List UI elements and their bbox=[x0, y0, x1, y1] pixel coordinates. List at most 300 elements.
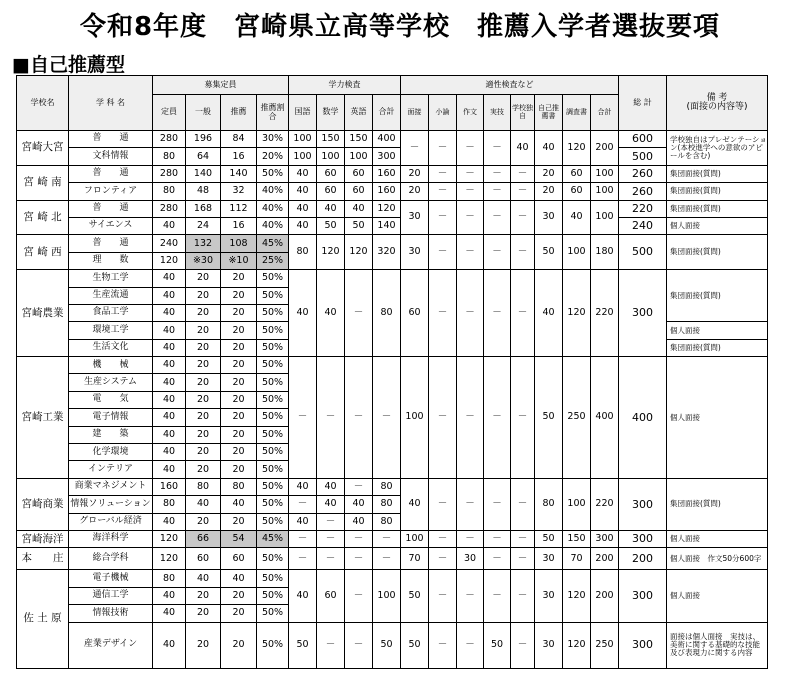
total-cell: 300 bbox=[619, 570, 667, 622]
recruit-cell: 45% bbox=[257, 530, 289, 547]
recruit-cell: 168 bbox=[186, 200, 221, 217]
academic-cell: － bbox=[345, 357, 373, 479]
dept-name: 生産流通 bbox=[69, 287, 153, 304]
recruit-cell: 50% bbox=[257, 322, 289, 339]
academic-cell: － bbox=[345, 478, 373, 495]
recruit-cell: 40 bbox=[153, 409, 186, 426]
table-row bbox=[17, 76, 768, 95]
recruit-cell: 40 bbox=[153, 622, 186, 668]
header-aptitude-col: 面接 bbox=[401, 95, 429, 131]
academic-cell: 40 bbox=[317, 478, 345, 495]
aptitude-cell: 30 bbox=[535, 200, 563, 235]
academic-cell: － bbox=[373, 548, 401, 570]
aptitude-cell: 40 bbox=[401, 478, 429, 530]
recruit-cell: 60 bbox=[221, 548, 257, 570]
recruit-cell: 20 bbox=[186, 587, 221, 604]
school-name: 本 庄 bbox=[17, 548, 69, 570]
table-row bbox=[17, 183, 768, 200]
aptitude-cell: 20 bbox=[401, 183, 429, 200]
header-recruit-col: 定員 bbox=[153, 95, 186, 131]
academic-cell: 160 bbox=[373, 165, 401, 182]
recruit-cell: 280 bbox=[153, 200, 186, 217]
school-name: 佐 土 原 bbox=[17, 570, 69, 668]
aptitude-cell: － bbox=[484, 131, 511, 166]
recruit-cell: 120 bbox=[153, 548, 186, 570]
aptitude-cell: － bbox=[401, 131, 429, 166]
section-title: ■自己推薦型 bbox=[12, 54, 125, 76]
recruit-cell: 40 bbox=[153, 357, 186, 374]
academic-cell: 400 bbox=[373, 131, 401, 148]
recruit-cell: 80 bbox=[221, 478, 257, 495]
recruit-cell: 40 bbox=[153, 374, 186, 391]
dept-name: 建 築 bbox=[69, 426, 153, 443]
header-remarks bbox=[667, 76, 768, 131]
academic-cell: 40 bbox=[289, 513, 317, 530]
recruit-cell: 40 bbox=[153, 322, 186, 339]
academic-cell: 40 bbox=[317, 496, 345, 513]
aptitude-cell: 200 bbox=[591, 548, 619, 570]
recruit-cell: 20 bbox=[186, 426, 221, 443]
dept-name: 生産システム bbox=[69, 374, 153, 391]
recruit-cell: ※30 bbox=[186, 252, 221, 269]
aptitude-cell: 220 bbox=[591, 478, 619, 530]
recruit-cell: 60 bbox=[186, 548, 221, 570]
recruit-cell: 40 bbox=[221, 496, 257, 513]
aptitude-cell: 30 bbox=[457, 548, 484, 570]
aptitude-cell: 60 bbox=[563, 165, 591, 182]
aptitude-cell: － bbox=[457, 357, 484, 479]
recruit-cell: 20 bbox=[221, 605, 257, 622]
school-name: 宮崎工業 bbox=[17, 357, 69, 479]
aptitude-cell: － bbox=[457, 622, 484, 668]
recruit-cell: 20 bbox=[221, 270, 257, 287]
recruit-cell: 50% bbox=[257, 391, 289, 408]
aptitude-cell: － bbox=[429, 235, 457, 270]
academic-cell: － bbox=[373, 357, 401, 479]
header-academic-col: 数学 bbox=[317, 95, 345, 131]
academic-cell: 100 bbox=[345, 148, 373, 165]
recruit-cell: 40 bbox=[153, 304, 186, 321]
aptitude-cell: 20 bbox=[401, 165, 429, 182]
recruit-cell: 24 bbox=[186, 217, 221, 234]
aptitude-cell: 30 bbox=[401, 200, 429, 235]
academic-cell: 60 bbox=[317, 570, 345, 622]
recruit-cell: 50% bbox=[257, 339, 289, 356]
aptitude-cell: 180 bbox=[591, 235, 619, 270]
aptitude-cell: 300 bbox=[591, 530, 619, 547]
aptitude-cell: － bbox=[457, 478, 484, 530]
header-dept: 学 科 名 bbox=[69, 76, 153, 131]
recruit-cell: 50% bbox=[257, 587, 289, 604]
academic-cell: － bbox=[289, 357, 317, 479]
academic-cell: － bbox=[289, 548, 317, 570]
recruit-cell: 40 bbox=[153, 270, 186, 287]
academic-cell: 80 bbox=[373, 513, 401, 530]
recruit-cell: 240 bbox=[153, 235, 186, 252]
academic-cell: 80 bbox=[289, 235, 317, 270]
recruit-cell: 20 bbox=[221, 513, 257, 530]
aptitude-cell: － bbox=[484, 235, 511, 270]
aptitude-cell: － bbox=[457, 165, 484, 182]
header-school: 学校名 bbox=[17, 76, 69, 131]
aptitude-cell: － bbox=[511, 478, 535, 530]
aptitude-cell: 100 bbox=[563, 235, 591, 270]
academic-cell: － bbox=[289, 496, 317, 513]
recruit-cell: 48 bbox=[186, 183, 221, 200]
academic-cell: 120 bbox=[373, 200, 401, 217]
academic-cell: 60 bbox=[345, 183, 373, 200]
aptitude-cell: － bbox=[457, 235, 484, 270]
academic-cell: 40 bbox=[289, 570, 317, 622]
dept-name: 生物工学 bbox=[69, 270, 153, 287]
academic-cell: 80 bbox=[373, 496, 401, 513]
dept-name: 海洋科学 bbox=[69, 530, 153, 547]
aptitude-cell: － bbox=[429, 270, 457, 357]
remarks-cell: 集団面接(質問) bbox=[667, 200, 768, 217]
aptitude-cell: － bbox=[457, 200, 484, 235]
aptitude-cell: － bbox=[511, 357, 535, 479]
recruit-cell: 20 bbox=[186, 409, 221, 426]
aptitude-cell: 60 bbox=[401, 270, 429, 357]
total-cell: 300 bbox=[619, 270, 667, 357]
aptitude-cell: 30 bbox=[535, 622, 563, 668]
recruit-cell: ※10 bbox=[221, 252, 257, 269]
dept-name: 文科情報 bbox=[69, 148, 153, 165]
header-aptitude-col: 調査書 bbox=[563, 95, 591, 131]
school-name: 宮崎商業 bbox=[17, 478, 69, 530]
aptitude-cell: 20 bbox=[535, 183, 563, 200]
table-row bbox=[17, 131, 768, 148]
recruit-cell: 64 bbox=[186, 148, 221, 165]
recruit-cell: 50% bbox=[257, 270, 289, 287]
recruit-cell: 80 bbox=[153, 183, 186, 200]
header-aptitude-col: 学校独自 bbox=[511, 95, 535, 131]
recruit-cell: 84 bbox=[221, 131, 257, 148]
school-name: 宮崎大宮 bbox=[17, 131, 69, 166]
aptitude-cell: － bbox=[429, 622, 457, 668]
recruit-cell: 45% bbox=[257, 235, 289, 252]
aptitude-cell: 30 bbox=[535, 570, 563, 622]
dept-name: フロンティア bbox=[69, 183, 153, 200]
recruit-cell: 50% bbox=[257, 548, 289, 570]
remarks-cell: 集団面接(質問) bbox=[667, 270, 768, 322]
header-academic-col: 合計 bbox=[373, 95, 401, 131]
recruit-cell: 20 bbox=[186, 461, 221, 478]
aptitude-cell: － bbox=[511, 235, 535, 270]
dept-name: 産業デザイン bbox=[69, 622, 153, 668]
recruit-cell: 40 bbox=[153, 444, 186, 461]
dept-name: インテリア bbox=[69, 461, 153, 478]
aptitude-cell: － bbox=[457, 183, 484, 200]
recruit-cell: 80 bbox=[186, 478, 221, 495]
total-cell: 500 bbox=[619, 235, 667, 270]
aptitude-cell: 50 bbox=[401, 622, 429, 668]
remarks-cell: 学校独自はプレゼンテーション(本校進学への意欲のアピールを含む) bbox=[667, 131, 768, 166]
aptitude-cell: － bbox=[457, 570, 484, 622]
recruit-cell: 50% bbox=[257, 605, 289, 622]
total-cell: 600 bbox=[619, 131, 667, 148]
aptitude-cell: 50 bbox=[484, 622, 511, 668]
academic-cell: 50 bbox=[373, 622, 401, 668]
school-name: 宮崎海洋 bbox=[17, 530, 69, 547]
recruit-cell: 20 bbox=[221, 287, 257, 304]
dept-name: 化学環境 bbox=[69, 444, 153, 461]
table-row bbox=[17, 478, 768, 495]
aptitude-cell: 30 bbox=[401, 235, 429, 270]
recruit-cell: 16 bbox=[221, 217, 257, 234]
header-total: 総 計 bbox=[619, 76, 667, 131]
aptitude-cell: － bbox=[429, 183, 457, 200]
total-cell: 300 bbox=[619, 478, 667, 530]
academic-cell: － bbox=[289, 530, 317, 547]
academic-cell: 120 bbox=[345, 235, 373, 270]
recruit-cell: 40 bbox=[153, 339, 186, 356]
dept-name: 情報ソリューション bbox=[69, 496, 153, 513]
recruit-cell: 50% bbox=[257, 357, 289, 374]
page-title: 令和8年度 宮崎県立高等学校 推薦入学者選抜要項 bbox=[79, 12, 721, 42]
recruit-cell: 40% bbox=[257, 200, 289, 217]
recruit-cell: 40 bbox=[153, 426, 186, 443]
aptitude-cell: － bbox=[511, 570, 535, 622]
recruit-cell: 20 bbox=[186, 304, 221, 321]
academic-cell: 160 bbox=[373, 183, 401, 200]
recruit-cell: 16 bbox=[221, 148, 257, 165]
academic-cell: 300 bbox=[373, 148, 401, 165]
header-aptitude-col: 自己推薦書 bbox=[535, 95, 563, 131]
aptitude-cell: － bbox=[429, 165, 457, 182]
recruit-cell: 20 bbox=[221, 374, 257, 391]
academic-cell: － bbox=[345, 270, 373, 357]
aptitude-cell: 50 bbox=[401, 570, 429, 622]
recruit-cell: 20 bbox=[186, 357, 221, 374]
academic-cell: 60 bbox=[317, 183, 345, 200]
aptitude-cell: － bbox=[484, 183, 511, 200]
aptitude-cell: － bbox=[429, 357, 457, 479]
remarks-cell: 集団面接(質問) bbox=[667, 165, 768, 182]
recruit-cell: 20 bbox=[186, 622, 221, 668]
recruit-cell: 20 bbox=[186, 322, 221, 339]
academic-cell: 150 bbox=[345, 131, 373, 148]
aptitude-cell: 50 bbox=[535, 357, 563, 479]
academic-cell: 50 bbox=[345, 217, 373, 234]
aptitude-cell: 400 bbox=[591, 357, 619, 479]
academic-cell: － bbox=[345, 622, 373, 668]
aptitude-cell: 100 bbox=[563, 478, 591, 530]
recruit-cell: 54 bbox=[221, 530, 257, 547]
academic-cell: 80 bbox=[373, 270, 401, 357]
recruit-cell: 20 bbox=[221, 409, 257, 426]
aptitude-cell: － bbox=[484, 570, 511, 622]
remarks-cell: 個人面接 bbox=[667, 570, 768, 622]
recruit-cell: 280 bbox=[153, 131, 186, 148]
aptitude-cell: 80 bbox=[535, 478, 563, 530]
academic-cell: 100 bbox=[373, 570, 401, 622]
dept-name: 普 通 bbox=[69, 131, 153, 148]
recruit-cell: 20 bbox=[221, 461, 257, 478]
recruit-cell: 20 bbox=[186, 605, 221, 622]
table-row bbox=[17, 217, 768, 234]
aptitude-cell: 70 bbox=[401, 548, 429, 570]
dept-name: 機 械 bbox=[69, 357, 153, 374]
remarks-title: 備 考 bbox=[706, 92, 728, 103]
academic-cell: 40 bbox=[289, 270, 317, 357]
recruit-cell: 40 bbox=[153, 287, 186, 304]
aptitude-cell: － bbox=[429, 570, 457, 622]
header-recruit-col: 推薦 bbox=[221, 95, 257, 131]
recruit-cell: 20 bbox=[186, 444, 221, 461]
recruit-cell: 20 bbox=[221, 426, 257, 443]
aptitude-cell: 30 bbox=[535, 548, 563, 570]
recruit-cell: 50% bbox=[257, 426, 289, 443]
recruit-cell: 20 bbox=[186, 513, 221, 530]
aptitude-cell: － bbox=[484, 530, 511, 547]
aptitude-cell: － bbox=[511, 165, 535, 182]
total-cell: 240 bbox=[619, 217, 667, 234]
academic-cell: 100 bbox=[289, 148, 317, 165]
dept-name: 商業マネジメント bbox=[69, 478, 153, 495]
header-aptitude-col: 小論 bbox=[429, 95, 457, 131]
header-recruit-col: 推薦割合 bbox=[257, 95, 289, 131]
header-aptitude-col: 合計 bbox=[591, 95, 619, 131]
recruit-cell: 50% bbox=[257, 287, 289, 304]
header-recruit-col: 一般 bbox=[186, 95, 221, 131]
aptitude-cell: － bbox=[484, 357, 511, 479]
aptitude-cell: － bbox=[511, 183, 535, 200]
header-recruit: 募集定員 bbox=[153, 76, 289, 95]
academic-cell: 80 bbox=[373, 478, 401, 495]
dept-name: 情報技術 bbox=[69, 605, 153, 622]
recruit-cell: 280 bbox=[153, 165, 186, 182]
table-row bbox=[17, 530, 768, 547]
header-academic-col: 国語 bbox=[289, 95, 317, 131]
remarks-cell: 集団面接(質問) bbox=[667, 339, 768, 356]
dept-name: 電子情報 bbox=[69, 409, 153, 426]
dept-name: 生活文化 bbox=[69, 339, 153, 356]
table-row bbox=[17, 622, 768, 668]
header-aptitude-col: 作文 bbox=[457, 95, 484, 131]
aptitude-cell: 60 bbox=[563, 183, 591, 200]
recruit-cell: 108 bbox=[221, 235, 257, 252]
recruit-cell: 40 bbox=[153, 513, 186, 530]
academic-cell: 50 bbox=[317, 217, 345, 234]
recruit-cell: 40 bbox=[186, 570, 221, 587]
academic-cell: － bbox=[345, 530, 373, 547]
academic-cell: － bbox=[317, 513, 345, 530]
dept-name: 普 通 bbox=[69, 200, 153, 217]
dept-name: グローバル経済 bbox=[69, 513, 153, 530]
aptitude-cell: － bbox=[484, 270, 511, 357]
academic-cell: 50 bbox=[289, 622, 317, 668]
dept-name: 通信工学 bbox=[69, 587, 153, 604]
total-cell: 300 bbox=[619, 530, 667, 547]
aptitude-cell: 250 bbox=[563, 357, 591, 479]
remarks-cell: 個人面接 bbox=[667, 217, 768, 234]
academic-cell: 40 bbox=[289, 217, 317, 234]
aptitude-cell: － bbox=[429, 478, 457, 530]
recruit-cell: 40 bbox=[153, 605, 186, 622]
aptitude-cell: － bbox=[429, 200, 457, 235]
dept-name: サイエンス bbox=[69, 217, 153, 234]
aptitude-cell: － bbox=[429, 131, 457, 166]
recruit-cell: 20 bbox=[186, 374, 221, 391]
dept-name: 環境工学 bbox=[69, 322, 153, 339]
total-cell: 220 bbox=[619, 200, 667, 217]
recruit-cell: 112 bbox=[221, 200, 257, 217]
recruit-cell: 50% bbox=[257, 513, 289, 530]
aptitude-cell: 120 bbox=[563, 570, 591, 622]
remarks-cell: 面接は個人面接 実技は、美術に関する基礎的な技能及び表現力に関する内容 bbox=[667, 622, 768, 668]
total-cell: 300 bbox=[619, 622, 667, 668]
aptitude-cell: 40 bbox=[535, 270, 563, 357]
total-cell: 260 bbox=[619, 183, 667, 200]
aptitude-cell: 40 bbox=[511, 131, 535, 166]
recruit-cell: 20 bbox=[221, 587, 257, 604]
recruit-cell: 50% bbox=[257, 496, 289, 513]
remarks-cell: 個人面接 作文50分600字 bbox=[667, 548, 768, 570]
academic-cell: 40 bbox=[289, 478, 317, 495]
recruit-cell: 25% bbox=[257, 252, 289, 269]
aptitude-cell: 50 bbox=[535, 235, 563, 270]
recruit-cell: 40 bbox=[186, 496, 221, 513]
aptitude-cell: － bbox=[429, 530, 457, 547]
total-cell: 500 bbox=[619, 148, 667, 165]
remarks-cell: 個人面接 bbox=[667, 322, 768, 339]
recruit-cell: 50% bbox=[257, 304, 289, 321]
aptitude-cell: 100 bbox=[591, 183, 619, 200]
academic-cell: － bbox=[317, 530, 345, 547]
header-academic: 学力検査 bbox=[289, 76, 401, 95]
recruit-cell: 160 bbox=[153, 478, 186, 495]
aptitude-cell: － bbox=[457, 530, 484, 547]
aptitude-cell: 120 bbox=[563, 270, 591, 357]
school-name: 宮 崎 北 bbox=[17, 200, 69, 235]
recruit-cell: 50% bbox=[257, 165, 289, 182]
aptitude-cell: － bbox=[511, 622, 535, 668]
academic-cell: 40 bbox=[317, 270, 345, 357]
academic-cell: 140 bbox=[373, 217, 401, 234]
recruit-cell: 32 bbox=[221, 183, 257, 200]
academic-cell: 100 bbox=[317, 148, 345, 165]
aptitude-cell: － bbox=[511, 200, 535, 235]
dept-name: 理 数 bbox=[69, 252, 153, 269]
recruit-cell: 140 bbox=[186, 165, 221, 182]
dept-name: 総合学科 bbox=[69, 548, 153, 570]
recruit-cell: 20 bbox=[186, 339, 221, 356]
aptitude-cell: 70 bbox=[563, 548, 591, 570]
remarks-subtitle: (面接の内容等) bbox=[686, 102, 748, 112]
remarks-cell: 集団面接(質問) bbox=[667, 478, 768, 530]
academic-cell: － bbox=[317, 622, 345, 668]
recruit-cell: 120 bbox=[153, 252, 186, 269]
remarks-cell: 個人面接 bbox=[667, 357, 768, 479]
recruit-cell: 66 bbox=[186, 530, 221, 547]
aptitude-cell: 100 bbox=[591, 200, 619, 235]
aptitude-cell: － bbox=[484, 548, 511, 570]
aptitude-cell: － bbox=[511, 548, 535, 570]
recruit-cell: 132 bbox=[186, 235, 221, 252]
academic-cell: 150 bbox=[317, 131, 345, 148]
aptitude-cell: － bbox=[484, 165, 511, 182]
aptitude-cell: 20 bbox=[535, 165, 563, 182]
academic-cell: 40 bbox=[289, 165, 317, 182]
recruit-cell: 140 bbox=[221, 165, 257, 182]
recruit-cell: 20 bbox=[221, 357, 257, 374]
total-cell: 400 bbox=[619, 357, 667, 479]
header-aptitude-col: 実技 bbox=[484, 95, 511, 131]
recruit-cell: 20 bbox=[221, 304, 257, 321]
recruit-cell: 30% bbox=[257, 131, 289, 148]
recruit-cell: 40 bbox=[153, 391, 186, 408]
